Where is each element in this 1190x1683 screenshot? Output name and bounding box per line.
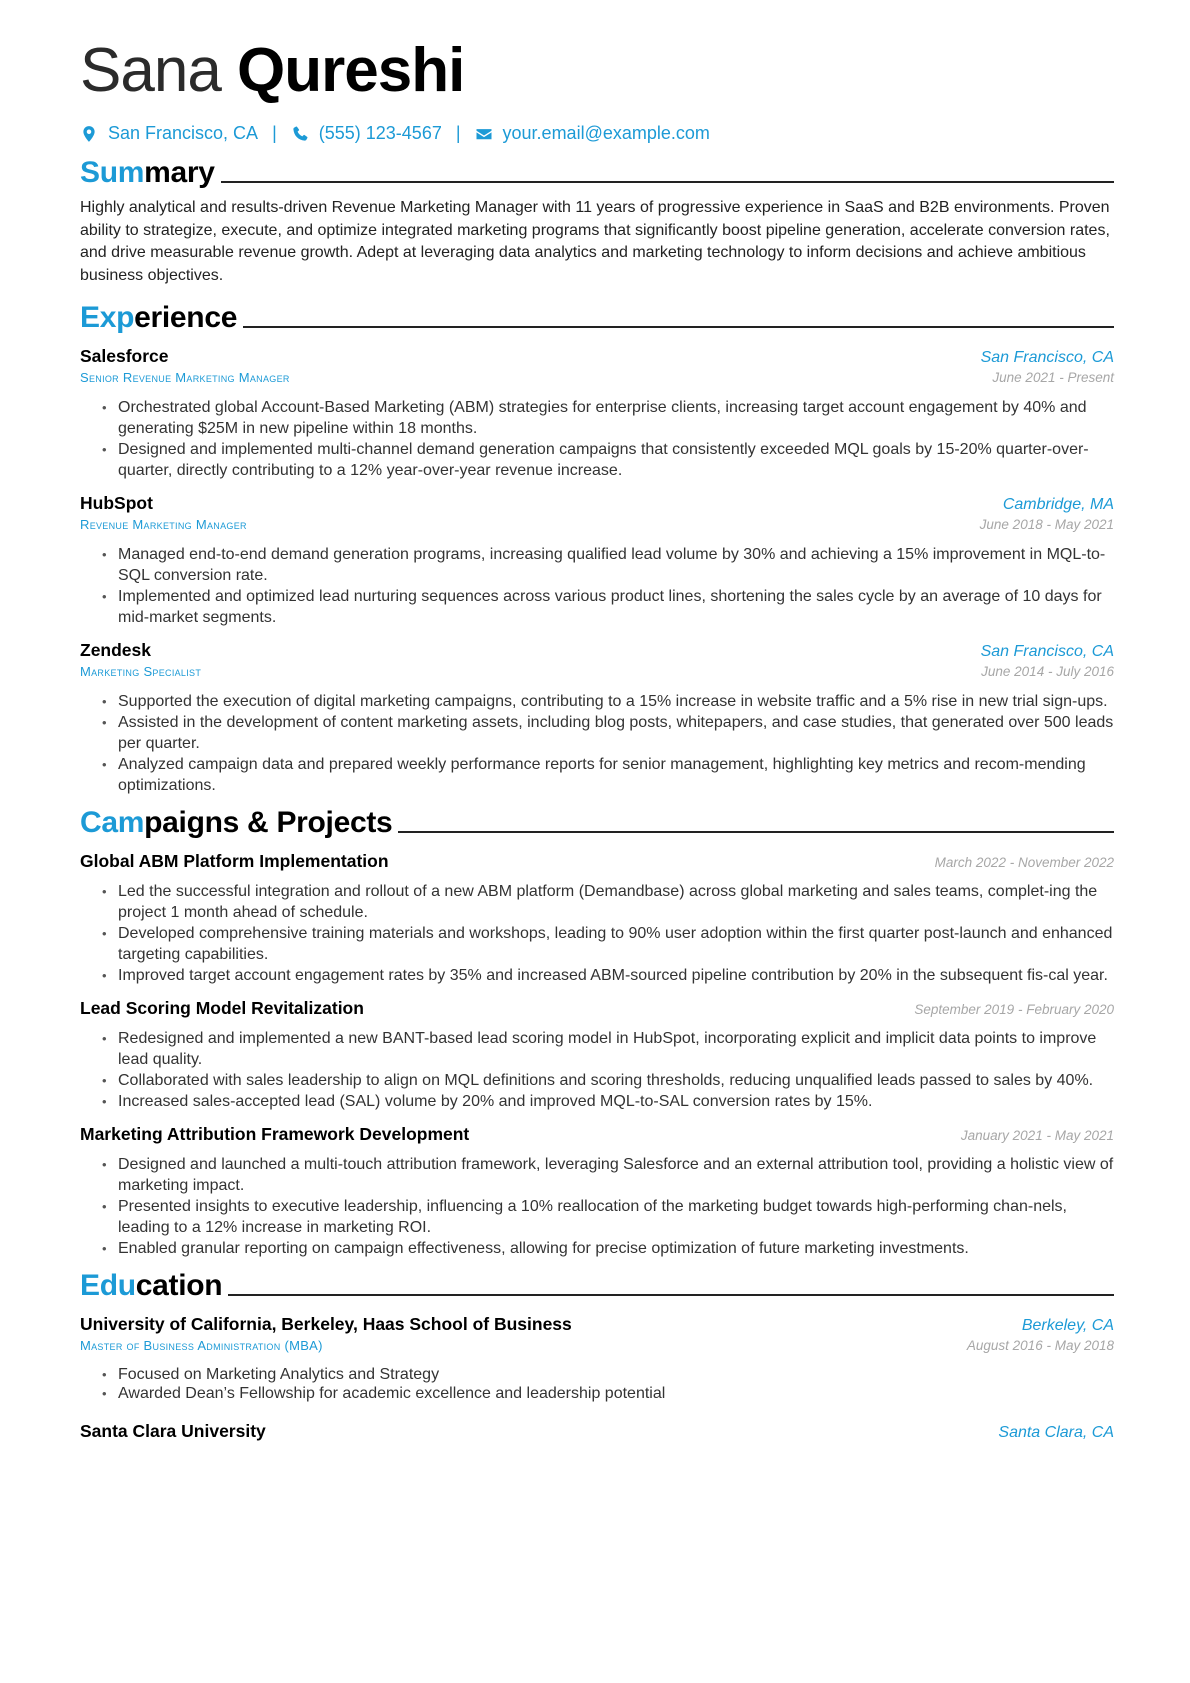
company-name: HubSpot <box>80 493 153 514</box>
entry-header <box>80 493 1114 514</box>
entry-header <box>80 1124 1114 1146</box>
title-accent: Edu <box>80 1269 136 1303</box>
bullet-item: • Improved target account engagement rates by 35% and increased ABM-sourced pipeline contribution by 20% in the subsequent fis-cal year. <box>102 965 1114 986</box>
first-name: Sana <box>80 36 221 105</box>
company-name: Salesforce <box>80 346 169 367</box>
degree: Master of Business Administration (MBA) <box>80 1338 323 1354</box>
location-text: San Francisco, CA <box>108 123 259 144</box>
bullet-list <box>80 544 1114 628</box>
entry-subheader <box>80 664 1114 679</box>
title-accent: Sum <box>80 156 145 190</box>
job-title: Marketing Specialist <box>80 664 202 680</box>
phone-text[interactable]: (555) 123-4567 <box>318 123 442 144</box>
section-title-education <box>80 1269 222 1302</box>
entry-location: Berkeley, CA <box>1021 1317 1114 1335</box>
project-name: Lead Scoring Model Revitalization <box>80 998 364 1019</box>
job-title: Revenue Marketing Manager <box>80 517 247 533</box>
education-entry <box>80 1314 1114 1403</box>
entry-location: Santa Clara, CA <box>998 1424 1114 1442</box>
bullet-list <box>80 397 1114 481</box>
bullet-item: • Increased sales-accepted lead (SAL) volume by 20% and improved MQL-to-SAL conversion rates by 15%. <box>102 1091 1114 1112</box>
experience-section-header <box>80 301 1114 334</box>
entry-dates: March 2022 - November 2022 <box>934 855 1114 871</box>
projects-list <box>80 851 1114 1259</box>
entry-header <box>80 1314 1114 1335</box>
title-accent: Cam <box>80 806 145 840</box>
experience-entry <box>80 640 1114 796</box>
bullet-list <box>80 691 1114 796</box>
entry-header <box>80 346 1114 367</box>
section-divider <box>221 181 1114 183</box>
contact-bar <box>80 123 1114 144</box>
title-rest: erience <box>134 301 238 335</box>
contact-location <box>80 123 258 144</box>
bullet-list <box>80 1365 1114 1403</box>
bullet-item: • Supported the execution of digital marketing campaigns, contributing to a 15% increase in website traffic and a 5% rise in new trial sign-ups. <box>102 691 1114 712</box>
phone-icon <box>291 125 309 143</box>
experience-entry <box>80 346 1114 481</box>
contact-separator: | <box>455 123 461 144</box>
bullet-item: • Managed end-to-end demand generation programs, increasing qualified lead volume by 30% and achieving a 15% improvement in MQL-to-SQL conversion rate. <box>102 544 1114 586</box>
bullet-item: • Designed and implemented multi-channel demand generation campaigns that consistently exceeded MQL goals by 15-20% quarter-over-quarter, directly contributing to a 12% year-over-year revenue increase. <box>102 439 1114 481</box>
summary-section-header <box>80 156 1114 189</box>
contact-email[interactable] <box>475 123 710 144</box>
education-entry <box>80 1421 1114 1442</box>
section-divider <box>228 1294 1114 1296</box>
project-entry <box>80 998 1114 1112</box>
job-title: Senior Revenue Marketing Manager <box>80 370 290 386</box>
school-name: Santa Clara University <box>80 1421 266 1442</box>
bullet-item: • Collaborated with sales leadership to align on MQL definitions and scoring thresholds, reducing unqualified leads passed to sales by 40%. <box>102 1070 1114 1091</box>
entry-subheader <box>80 370 1114 385</box>
email-link[interactable]: your.email@example.com <box>502 123 710 144</box>
bullet-list <box>80 881 1114 986</box>
bullet-item: • Developed comprehensive training materials and workshops, leading to 90% user adoption within the first quarter post-launch and enhanced targeting capabilities. <box>102 923 1114 965</box>
company-name: Zendesk <box>80 640 151 661</box>
experience-entry <box>80 493 1114 628</box>
bullet-item: • Led the successful integration and rollout of a new ABM platform (Demandbase) across global marketing and sales teams, complet-ing the project 1 month ahead of schedule. <box>102 881 1114 923</box>
project-name: Global ABM Platform Implementation <box>80 851 389 872</box>
section-title-projects <box>80 806 392 839</box>
section-divider <box>398 831 1114 833</box>
entry-location: San Francisco, CA <box>980 349 1114 367</box>
project-name: Marketing Attribution Framework Development <box>80 1124 470 1145</box>
bullet-item: • Assisted in the development of content marketing assets, including blog posts, whitepapers, and case studies, that generated over 500 leads per quarter. <box>102 712 1114 754</box>
entry-dates: August 2016 - May 2018 <box>966 1338 1114 1354</box>
bullet-item: • Presented insights to executive leadership, influencing a 10% reallocation of the marketing budget towards high-performing chan-nels, leading to a 12% increase in marketing ROI. <box>102 1196 1114 1238</box>
education-list <box>80 1314 1114 1442</box>
map-pin-icon <box>80 125 98 143</box>
title-rest: paigns & Projects <box>144 806 393 840</box>
entry-location: San Francisco, CA <box>980 643 1114 661</box>
entry-dates: June 2018 - May 2021 <box>979 517 1114 533</box>
school-name: University of California, Berkeley, Haas School of Business <box>80 1314 572 1335</box>
entry-header <box>80 851 1114 873</box>
title-rest: mary <box>144 156 215 190</box>
entry-subheader <box>80 1338 1114 1353</box>
bullet-item: • Awarded Dean’s Fellowship for academic excellence and leadership potential <box>102 1384 1114 1403</box>
bullet-list <box>80 1154 1114 1259</box>
summary-text: Highly analytical and results-driven Revenue Marketing Manager with 11 years of progressive experience in SaaS and B2B environments. Proven ability to strategize, execute, and optimize integrated marketing programs that significantly boost pipeline generation, accelerate conversion rates, and drive measurable revenue growth. Adept at leveraging data analytics and marketing technology to inform decisions and achieve ambitious business objectives. <box>80 199 1110 284</box>
entry-location: Cambridge, MA <box>1002 496 1114 514</box>
entry-dates: September 2019 - February 2020 <box>914 1002 1114 1018</box>
bullet-item: • Analyzed campaign data and prepared weekly performance reports for senior management, highlighting key metrics and recom-mending optimizations. <box>102 754 1114 796</box>
entry-dates: January 2021 - May 2021 <box>960 1128 1114 1144</box>
section-divider <box>243 326 1114 328</box>
bullet-item: • Orchestrated global Account-Based Marketing (ABM) strategies for enterprise clients, increasing target account engagement by 40% and generating $25M in new pipeline within 18 months. <box>102 397 1114 439</box>
bullet-item: • Focused on Marketing Analytics and Strategy <box>102 1365 1114 1384</box>
project-entry <box>80 851 1114 986</box>
contact-separator: | <box>272 123 277 144</box>
entry-header <box>80 640 1114 661</box>
entry-subheader <box>80 517 1114 532</box>
title-accent: Exp <box>80 301 135 335</box>
last-name: Qureshi <box>237 36 465 105</box>
projects-section-header <box>80 806 1114 839</box>
entry-dates: June 2021 - Present <box>992 370 1114 386</box>
title-rest: cation <box>135 1269 223 1303</box>
section-title-summary <box>80 156 215 189</box>
education-section-header <box>80 1269 1114 1302</box>
bullet-item: • Implemented and optimized lead nurturing sequences across various product lines, shortening the sales cycle by an average of 10 days for mid-market segments. <box>102 586 1114 628</box>
envelope-icon <box>475 125 493 143</box>
entry-header <box>80 998 1114 1020</box>
bullet-list <box>80 1028 1114 1112</box>
section-title-experience <box>80 301 237 334</box>
experience-list <box>80 346 1114 796</box>
bullet-item: • Enabled granular reporting on campaign effectiveness, allowing for precise optimization of future marketing investments. <box>102 1238 1114 1259</box>
entry-header <box>80 1421 1114 1442</box>
bullet-item: • Redesigned and implemented a new BANT-based lead scoring model in HubSpot, incorporating explicit and implicit data points to improve lead quality. <box>102 1028 1114 1070</box>
contact-phone[interactable] <box>291 123 442 144</box>
bullet-item: • Designed and launched a multi-touch attribution framework, leveraging Salesforce and an external attribution tool, providing a holistic view of marketing impact. <box>102 1154 1114 1196</box>
entry-dates: June 2014 - July 2016 <box>981 664 1114 680</box>
candidate-name <box>80 38 1114 103</box>
project-entry <box>80 1124 1114 1259</box>
